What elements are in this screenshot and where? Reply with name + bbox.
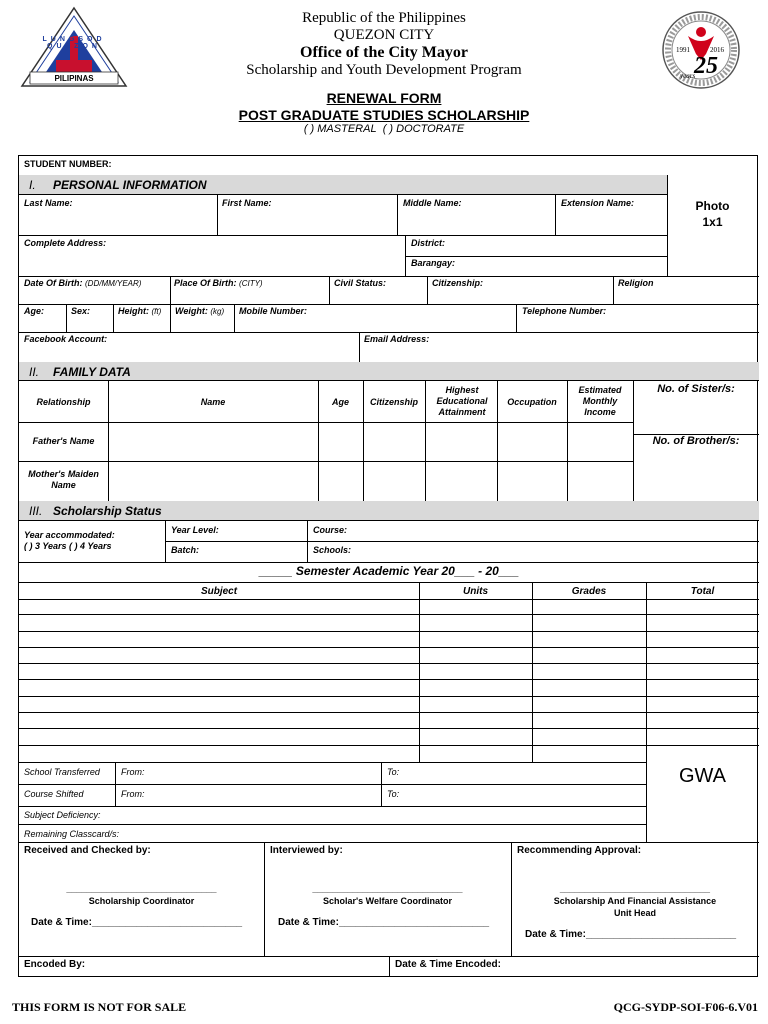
date-encoded-label: Date & Time Encoded: bbox=[395, 959, 501, 970]
course-shifted-label: Course Shifted bbox=[24, 789, 84, 799]
last-name-label: Last Name: bbox=[24, 198, 73, 208]
family-header-citizenship: Citizenship bbox=[369, 397, 418, 407]
grades-header-subject: Subject bbox=[200, 586, 238, 597]
photo-label: Photo bbox=[695, 199, 730, 213]
height-label: Height: (ft) bbox=[118, 306, 162, 316]
recommending-label: Recommending Approval: bbox=[517, 845, 642, 856]
section-personal-header bbox=[19, 175, 667, 195]
course-to-label: To: bbox=[387, 789, 400, 799]
section-personal-num: I. bbox=[29, 178, 36, 192]
grade-row[interactable] bbox=[19, 713, 759, 729]
grades-header-total: Total bbox=[690, 586, 715, 597]
interviewed-label: Interviewed by: bbox=[270, 845, 343, 856]
grade-row[interactable] bbox=[19, 746, 646, 762]
pob-label: Place Of Birth: (CITY) bbox=[174, 278, 263, 288]
age-label: Age: bbox=[24, 306, 44, 316]
district-label: District: bbox=[411, 238, 446, 248]
barangay-label: Barangay: bbox=[411, 258, 456, 268]
sig-line-welfare[interactable]: ______________________________ bbox=[312, 884, 463, 894]
batch-label: Batch: bbox=[171, 545, 200, 555]
photo-size: 1x1 bbox=[702, 215, 723, 229]
sisters-label: No. of Sister/s: bbox=[657, 383, 735, 395]
religion-label: Religion bbox=[618, 278, 654, 288]
citizenship-label: Citizenship: bbox=[432, 278, 483, 288]
telephone-label: Telephone Number: bbox=[522, 306, 607, 316]
renewal-form bbox=[18, 155, 758, 977]
family-row-father: Father's Name bbox=[32, 436, 95, 446]
email-label: Email Address: bbox=[364, 334, 430, 344]
brothers-label: No. of Brother/s: bbox=[652, 435, 740, 447]
school-from-label: From: bbox=[121, 767, 145, 777]
year-level-label: Year Level: bbox=[171, 525, 219, 535]
logo-year-end: 2016 bbox=[710, 46, 724, 54]
degree-options bbox=[0, 123, 768, 135]
subject-deficiency-label: Subject Deficiency: bbox=[24, 810, 101, 820]
logo-anniversary-sub: years bbox=[680, 72, 696, 80]
year-options[interactable]: ( ) 3 Years ( ) 4 Years bbox=[24, 541, 112, 551]
sig-line-financial[interactable]: ______________________________ bbox=[559, 884, 711, 894]
year-accommodated-label: Year accommodated: bbox=[24, 530, 115, 540]
mobile-label: Mobile Number: bbox=[239, 306, 308, 316]
sig-line-coordinator[interactable]: ______________________________ bbox=[66, 884, 217, 894]
received-label: Received and Checked by: bbox=[24, 845, 151, 856]
family-header-age: Age bbox=[331, 397, 349, 407]
grade-row[interactable] bbox=[19, 632, 759, 648]
option-doctorate[interactable]: ( ) DOCTORATE bbox=[382, 123, 465, 135]
section-family-header bbox=[19, 362, 759, 381]
complete-address-label: Complete Address: bbox=[24, 238, 107, 248]
sig-financial-title: Scholarship And Financial Assistance bbox=[553, 896, 717, 906]
gwa-label: GWA bbox=[678, 765, 727, 787]
footer-form-code: QCG-SYDP-SOI-F06-6.V01 bbox=[613, 1000, 758, 1014]
school-transferred-label: School Transferred bbox=[24, 767, 100, 777]
sig-welfare-title: Scholar's Welfare Coordinator bbox=[322, 896, 452, 906]
course-from-label: From: bbox=[121, 789, 145, 799]
header-program: Scholarship and Youth Development Program bbox=[246, 62, 522, 78]
grade-row[interactable] bbox=[19, 648, 759, 664]
student-number-field[interactable] bbox=[114, 156, 664, 175]
sig-welfare-datetime[interactable]: Date & Time:___________________________ bbox=[278, 917, 490, 928]
section-scholarship-title: Scholarship Status bbox=[53, 504, 162, 518]
grade-row[interactable] bbox=[19, 599, 759, 615]
seal-top-text: LUNGSOD QUEZON bbox=[42, 36, 106, 50]
sig-coordinator-title: Scholarship Coordinator bbox=[88, 896, 195, 906]
form-subtitle: POST GRADUATE STUDIES SCHOLARSHIP bbox=[238, 107, 530, 123]
sig-coordinator-datetime[interactable]: Date & Time:___________________________ bbox=[31, 917, 243, 928]
family-header-name: Name bbox=[200, 397, 226, 407]
family-row-mother: Mother's Maiden Name bbox=[28, 469, 99, 490]
grade-row[interactable] bbox=[19, 697, 759, 713]
section-family-num: II. bbox=[29, 365, 40, 379]
extension-name-label: Extension Name: bbox=[561, 198, 635, 208]
header-office: Office of the City Mayor bbox=[300, 44, 468, 61]
seal-bottom-text: PILIPINAS bbox=[54, 74, 94, 83]
section-scholarship-header bbox=[19, 501, 759, 521]
grade-row[interactable] bbox=[19, 664, 759, 680]
grades-header-units: Units bbox=[463, 586, 488, 597]
header-city: QUEZON CITY bbox=[333, 27, 435, 43]
grade-row[interactable] bbox=[19, 615, 759, 631]
sex-label: Sex: bbox=[71, 306, 91, 316]
logo-year-start: 1991 bbox=[676, 46, 690, 54]
school-to-label: To: bbox=[387, 767, 400, 777]
weight-label: Weight: (kg) bbox=[175, 306, 225, 316]
sig-financial-datetime[interactable]: Date & Time:___________________________ bbox=[525, 929, 737, 940]
remaining-classcards-label: Remaining Classcard/s: bbox=[24, 829, 120, 839]
student-number-label: STUDENT NUMBER: bbox=[24, 159, 112, 169]
facebook-label: Facebook Account: bbox=[24, 334, 108, 344]
middle-name-label: Middle Name: bbox=[403, 198, 462, 208]
civil-status-label: Civil Status: bbox=[334, 278, 387, 288]
family-header-occupation: Occupation bbox=[507, 397, 557, 407]
family-header-relationship: Relationship bbox=[36, 397, 91, 407]
form-title: RENEWAL FORM bbox=[326, 90, 442, 106]
schools-label: Schools: bbox=[313, 545, 352, 555]
photo-box[interactable] bbox=[667, 175, 758, 277]
logo-anniversary-number: 25 bbox=[694, 53, 718, 79]
dob-label: Date Of Birth: (DD/MM/YEAR) bbox=[24, 278, 142, 288]
sig-financial-unit-head: Unit Head bbox=[613, 908, 656, 918]
course-label: Course: bbox=[313, 525, 348, 535]
footer-not-for-sale: THIS FORM IS NOT FOR SALE bbox=[12, 1000, 187, 1014]
first-name-label: First Name: bbox=[222, 198, 272, 208]
family-header-education: Highest Educational Attainment bbox=[436, 385, 488, 417]
section-personal-title: PERSONAL INFORMATION bbox=[53, 178, 207, 192]
grade-row[interactable] bbox=[19, 681, 759, 697]
section-scholarship-num: III. bbox=[29, 504, 43, 518]
family-header-income: Estimated Monthly Income bbox=[578, 385, 622, 417]
encoded-by-label: Encoded By: bbox=[24, 959, 86, 970]
section-family-title: FAMILY DATA bbox=[53, 365, 131, 379]
grade-row[interactable] bbox=[19, 729, 759, 745]
semester-line: _____ Semester Academic Year 20___ - 20___ bbox=[259, 564, 519, 578]
header-republic: Republic of the Philippines bbox=[302, 10, 466, 26]
option-masteral[interactable]: ( ) MASTERAL bbox=[303, 123, 377, 135]
grades-header-grades: Grades bbox=[571, 586, 607, 597]
